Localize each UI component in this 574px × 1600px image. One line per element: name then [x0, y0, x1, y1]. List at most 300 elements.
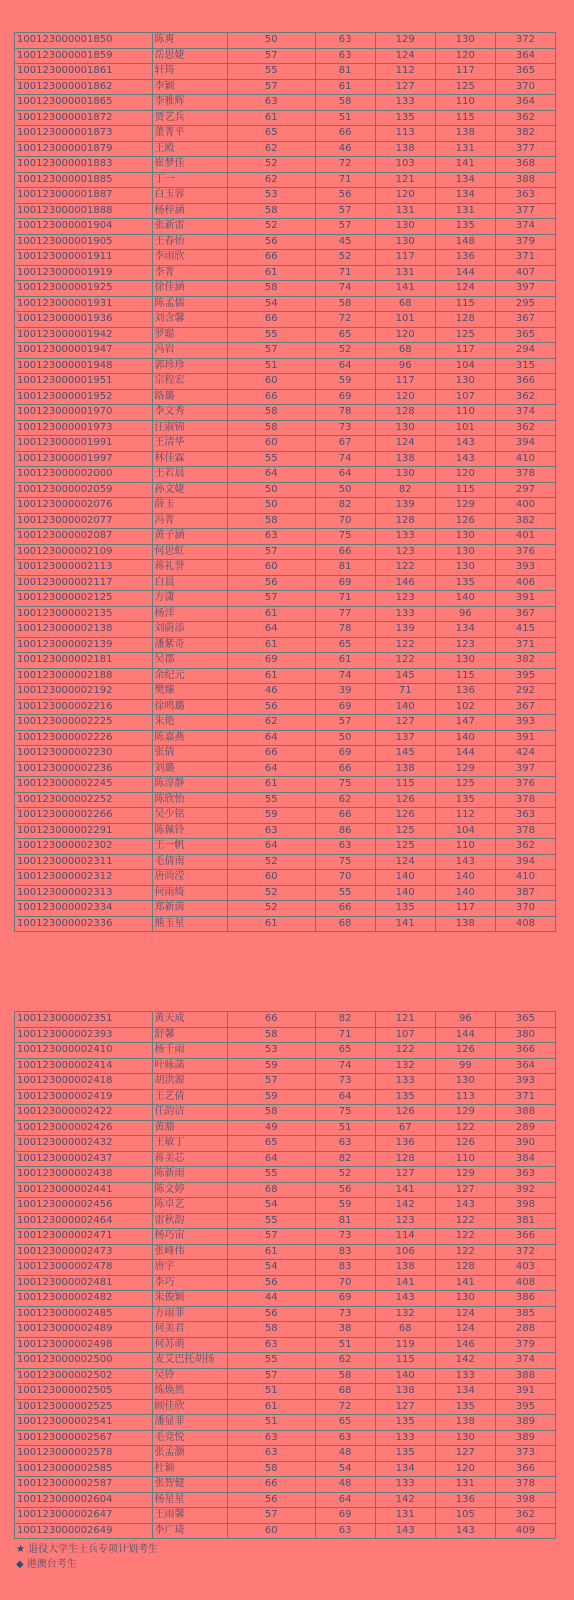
score-subject-1: 135 [375, 901, 435, 917]
score-politics: 55 [227, 1167, 315, 1183]
score-subject-2: 141 [435, 1275, 495, 1291]
table-row [15, 281, 556, 297]
score-total: 408 [495, 916, 555, 932]
score-subject-2: 134 [435, 172, 495, 188]
score-total: 288 [495, 1322, 555, 1338]
candidate-name: 刘含馨 [152, 312, 227, 328]
table-row [15, 1508, 556, 1524]
score-subject-1: 130 [375, 467, 435, 483]
candidate-id: 100123000002500 [15, 1353, 153, 1369]
score-subject-2: 133 [435, 1368, 495, 1384]
score-subject-2: 120 [435, 1461, 495, 1477]
candidate-name: 叶咏菡 [152, 1058, 227, 1074]
score-foreign-language: 70 [315, 1275, 375, 1291]
candidate-name: 陈嘉燕 [152, 730, 227, 746]
score-subject-1: 135 [375, 1446, 435, 1462]
score-foreign-language: 58 [315, 95, 375, 111]
table-row [15, 1446, 556, 1462]
score-subject-2: 147 [435, 715, 495, 731]
score-politics: 66 [227, 1012, 315, 1028]
score-politics: 63 [227, 1446, 315, 1462]
score-politics: 46 [227, 684, 315, 700]
score-politics: 58 [227, 513, 315, 529]
score-foreign-language: 63 [315, 1430, 375, 1446]
candidate-id: 100123000002230 [15, 746, 153, 762]
candidate-id: 100123000002587 [15, 1477, 153, 1493]
score-total: 382 [495, 126, 555, 142]
score-total: 393 [495, 715, 555, 731]
candidate-id: 100123000001951 [15, 374, 153, 390]
score-subject-1: 124 [375, 854, 435, 870]
candidate-id: 100123000001911 [15, 250, 153, 266]
score-foreign-language: 71 [315, 591, 375, 607]
score-total: 380 [495, 1027, 555, 1043]
score-foreign-language: 57 [315, 219, 375, 235]
candidate-name: 徐佳涵 [152, 281, 227, 297]
score-subject-1: 145 [375, 668, 435, 684]
candidate-id: 100123000001919 [15, 265, 153, 281]
score-total: 366 [495, 1043, 555, 1059]
table-row [15, 1120, 556, 1136]
score-subject-2: 140 [435, 885, 495, 901]
score-total: 374 [495, 219, 555, 235]
score-subject-1: 113 [375, 126, 435, 142]
score-foreign-language: 81 [315, 1213, 375, 1229]
candidate-name: 李颖 [152, 79, 227, 95]
candidate-id: 100123000002410 [15, 1043, 153, 1059]
score-subject-1: 136 [375, 1136, 435, 1152]
candidate-name: 罗聪 [152, 327, 227, 343]
score-subject-2: 117 [435, 64, 495, 80]
candidate-name: 雷秋韵 [152, 1213, 227, 1229]
score-politics: 51 [227, 1384, 315, 1400]
score-total: 370 [495, 79, 555, 95]
score-subject-1: 138 [375, 1260, 435, 1276]
table-row [15, 1213, 556, 1229]
score-subject-1: 140 [375, 870, 435, 886]
score-foreign-language: 62 [315, 792, 375, 808]
table-row [15, 606, 556, 622]
table-row [15, 482, 556, 498]
score-subject-2: 112 [435, 808, 495, 824]
candidate-name: 王一帆 [152, 839, 227, 855]
score-total: 297 [495, 482, 555, 498]
score-foreign-language: 69 [315, 746, 375, 762]
score-subject-1: 119 [375, 1337, 435, 1353]
table-row [15, 808, 556, 824]
table-row [15, 575, 556, 591]
score-foreign-language: 73 [315, 1306, 375, 1322]
score-subject-1: 135 [375, 1089, 435, 1105]
score-total: 389 [495, 1430, 555, 1446]
score-politics: 58 [227, 281, 315, 297]
score-foreign-language: 54 [315, 1461, 375, 1477]
score-politics: 56 [227, 575, 315, 591]
score-foreign-language: 56 [315, 1182, 375, 1198]
score-subject-2: 130 [435, 560, 495, 576]
score-subject-2: 122 [435, 1120, 495, 1136]
score-total: 381 [495, 1213, 555, 1229]
score-subject-1: 133 [375, 1477, 435, 1493]
candidate-id: 100123000002312 [15, 870, 153, 886]
score-subject-1: 115 [375, 777, 435, 793]
score-politics: 69 [227, 653, 315, 669]
score-foreign-language: 59 [315, 374, 375, 390]
score-subject-1: 123 [375, 591, 435, 607]
candidate-id: 100123000002432 [15, 1136, 153, 1152]
score-total: 371 [495, 250, 555, 266]
candidate-name: 黄天成 [152, 1012, 227, 1028]
score-politics: 58 [227, 420, 315, 436]
score-subject-1: 132 [375, 1306, 435, 1322]
score-foreign-language: 78 [315, 622, 375, 638]
score-subject-2: 96 [435, 1012, 495, 1028]
footnote-hmt [16, 1557, 158, 1572]
score-subject-1: 122 [375, 637, 435, 653]
table-row [15, 219, 556, 235]
table-row [15, 420, 556, 436]
score-politics: 60 [227, 374, 315, 390]
score-total: 362 [495, 420, 555, 436]
score-subject-2: 117 [435, 901, 495, 917]
score-total: 292 [495, 684, 555, 700]
score-total: 384 [495, 1151, 555, 1167]
candidate-name: 张倩 [152, 746, 227, 762]
score-foreign-language: 52 [315, 250, 375, 266]
candidate-name: 汪淑锦 [152, 420, 227, 436]
table-row [15, 1058, 556, 1074]
candidate-name: 杨星星 [152, 1492, 227, 1508]
score-foreign-language: 72 [315, 312, 375, 328]
score-subject-2: 104 [435, 358, 495, 374]
score-subject-1: 141 [375, 1275, 435, 1291]
candidate-id: 100123000002567 [15, 1430, 153, 1446]
score-subject-1: 126 [375, 792, 435, 808]
candidate-name: 潘紫奇 [152, 637, 227, 653]
score-foreign-language: 62 [315, 1353, 375, 1369]
score-subject-2: 129 [435, 761, 495, 777]
candidate-name: 练焕然 [152, 1384, 227, 1400]
score-subject-2: 143 [435, 436, 495, 452]
candidate-id: 100123000001887 [15, 188, 153, 204]
score-politics: 65 [227, 1136, 315, 1152]
candidate-name: 徐鸣璐 [152, 699, 227, 715]
score-foreign-language: 71 [315, 172, 375, 188]
score-subject-2: 130 [435, 544, 495, 560]
table-row [15, 1043, 556, 1059]
score-table-page-1 [14, 32, 556, 932]
score-politics: 58 [227, 1105, 315, 1121]
score-total: 394 [495, 854, 555, 870]
score-total: 376 [495, 544, 555, 560]
star-icon: ★ [16, 1544, 25, 1555]
score-politics: 58 [227, 1027, 315, 1043]
score-politics: 64 [227, 467, 315, 483]
score-subject-2: 125 [435, 79, 495, 95]
score-subject-2: 127 [435, 1182, 495, 1198]
candidate-name: 陈淳静 [152, 777, 227, 793]
score-total: 391 [495, 591, 555, 607]
score-subject-2: 134 [435, 622, 495, 638]
table-row [15, 33, 556, 49]
footnote-veteran-text: 退役大学生士兵专项计划考生 [27, 1544, 158, 1555]
score-politics: 56 [227, 234, 315, 250]
table-row [15, 1322, 556, 1338]
diamond-icon: ◆ [16, 1559, 24, 1570]
score-subject-1: 140 [375, 699, 435, 715]
score-subject-2: 123 [435, 637, 495, 653]
score-politics: 56 [227, 1275, 315, 1291]
score-subject-1: 142 [375, 1198, 435, 1214]
score-politics: 62 [227, 172, 315, 188]
score-subject-1: 117 [375, 250, 435, 266]
score-subject-2: 130 [435, 1291, 495, 1307]
score-subject-2: 124 [435, 281, 495, 297]
score-subject-1: 139 [375, 498, 435, 514]
score-politics: 60 [227, 560, 315, 576]
table-row [15, 668, 556, 684]
score-subject-2: 131 [435, 1477, 495, 1493]
score-politics: 59 [227, 808, 315, 824]
table-row [15, 265, 556, 281]
candidate-name: 陈文婷 [152, 1182, 227, 1198]
candidate-name: 陈欣怡 [152, 792, 227, 808]
candidate-name: 刘蔚添 [152, 622, 227, 638]
table-row [15, 126, 556, 142]
candidate-id: 100123000002192 [15, 684, 153, 700]
candidate-id: 100123000002418 [15, 1074, 153, 1090]
score-subject-1: 133 [375, 606, 435, 622]
score-politics: 57 [227, 79, 315, 95]
candidate-name: 冯岩 [152, 343, 227, 359]
table-row [15, 916, 556, 932]
score-foreign-language: 58 [315, 296, 375, 312]
candidate-id: 100123000002489 [15, 1322, 153, 1338]
table-row [15, 157, 556, 173]
candidate-id: 100123000002311 [15, 854, 153, 870]
score-foreign-language: 63 [315, 1136, 375, 1152]
candidate-id: 100123000002302 [15, 839, 153, 855]
score-subject-1: 133 [375, 1074, 435, 1090]
score-subject-1: 126 [375, 808, 435, 824]
score-subject-2: 120 [435, 467, 495, 483]
candidate-name: 宗程宏 [152, 374, 227, 390]
score-foreign-language: 57 [315, 203, 375, 219]
score-foreign-language: 64 [315, 358, 375, 374]
candidate-id: 100123000002498 [15, 1337, 153, 1353]
candidate-name: 杜颖 [152, 1461, 227, 1477]
candidate-id: 100123000001991 [15, 436, 153, 452]
score-foreign-language: 69 [315, 575, 375, 591]
table-row [15, 1012, 556, 1028]
score-subject-1: 107 [375, 1027, 435, 1043]
candidate-name: 余纪元 [152, 668, 227, 684]
score-subject-1: 140 [375, 1368, 435, 1384]
candidate-name: 张智健 [152, 1477, 227, 1493]
score-subject-2: 122 [435, 1213, 495, 1229]
score-total: 363 [495, 188, 555, 204]
score-subject-2: 135 [435, 1399, 495, 1415]
table-row [15, 1492, 556, 1508]
score-subject-1: 129 [375, 33, 435, 49]
candidate-name: 吴铃 [152, 1368, 227, 1384]
candidate-name: 唐宇 [152, 1260, 227, 1276]
table-row [15, 513, 556, 529]
candidate-name: 孙文婕 [152, 482, 227, 498]
table-row [15, 250, 556, 266]
table-row [15, 389, 556, 405]
score-subject-2: 141 [435, 157, 495, 173]
score-subject-1: 143 [375, 1291, 435, 1307]
table-row [15, 792, 556, 808]
score-total: 378 [495, 792, 555, 808]
score-politics: 63 [227, 1430, 315, 1446]
score-total: 378 [495, 1477, 555, 1493]
score-total: 372 [495, 33, 555, 49]
table-row [15, 498, 556, 514]
score-foreign-language: 72 [315, 1399, 375, 1415]
score-subject-2: 136 [435, 684, 495, 700]
score-total: 406 [495, 575, 555, 591]
score-subject-1: 122 [375, 560, 435, 576]
score-total: 362 [495, 110, 555, 126]
score-subject-1: 142 [375, 1492, 435, 1508]
table-row [15, 653, 556, 669]
table-row [15, 901, 556, 917]
table-row [15, 1260, 556, 1276]
score-foreign-language: 65 [315, 327, 375, 343]
score-foreign-language: 55 [315, 885, 375, 901]
score-total: 364 [495, 1058, 555, 1074]
score-foreign-language: 61 [315, 653, 375, 669]
candidate-name: 方潇 [152, 591, 227, 607]
score-subject-1: 124 [375, 48, 435, 64]
score-subject-1: 132 [375, 1058, 435, 1074]
score-subject-2: 130 [435, 1430, 495, 1446]
table-row [15, 1074, 556, 1090]
candidate-id: 100123000002125 [15, 591, 153, 607]
candidate-id: 100123000001862 [15, 79, 153, 95]
candidate-name: 李巧 [152, 1275, 227, 1291]
table-row [15, 839, 556, 855]
score-subject-1: 120 [375, 188, 435, 204]
score-politics: 60 [227, 436, 315, 452]
candidate-id: 100123000002087 [15, 529, 153, 545]
candidate-id: 100123000002109 [15, 544, 153, 560]
score-subject-1: 135 [375, 1415, 435, 1431]
score-total: 378 [495, 823, 555, 839]
table-row [15, 1384, 556, 1400]
score-politics: 64 [227, 1151, 315, 1167]
table-row [15, 234, 556, 250]
table-row [15, 1229, 556, 1245]
score-subject-2: 130 [435, 374, 495, 390]
score-subject-2: 104 [435, 823, 495, 839]
score-foreign-language: 48 [315, 1446, 375, 1462]
score-politics: 58 [227, 1461, 315, 1477]
candidate-id: 100123000002291 [15, 823, 153, 839]
candidate-id: 100123000001888 [15, 203, 153, 219]
score-politics: 61 [227, 916, 315, 932]
candidate-name: 任韵洁 [152, 1105, 227, 1121]
footnote-hmt-text: 港澳台考生 [26, 1559, 77, 1570]
score-foreign-language: 66 [315, 901, 375, 917]
score-foreign-language: 83 [315, 1244, 375, 1260]
score-subject-1: 127 [375, 1399, 435, 1415]
score-total: 363 [495, 1167, 555, 1183]
table-row [15, 684, 556, 700]
candidate-id: 100123000002525 [15, 1399, 153, 1415]
candidate-id: 100123000002181 [15, 653, 153, 669]
score-total: 410 [495, 870, 555, 886]
candidate-name: 毛倩南 [152, 854, 227, 870]
candidate-name: 白晨 [152, 575, 227, 591]
candidate-name: 杨千雨 [152, 1043, 227, 1059]
score-politics: 55 [227, 64, 315, 80]
score-subject-2: 146 [435, 1337, 495, 1353]
score-subject-1: 137 [375, 730, 435, 746]
score-foreign-language: 63 [315, 33, 375, 49]
candidate-name: 舒馨 [152, 1027, 227, 1043]
score-subject-1: 131 [375, 1508, 435, 1524]
score-foreign-language: 74 [315, 281, 375, 297]
score-foreign-language: 63 [315, 1523, 375, 1539]
table-row [15, 436, 556, 452]
candidate-name: 王艺倩 [152, 1089, 227, 1105]
score-total: 403 [495, 1260, 555, 1276]
candidate-name: 王敏丁 [152, 1136, 227, 1152]
score-total: 393 [495, 560, 555, 576]
table-row [15, 405, 556, 421]
score-total: 394 [495, 436, 555, 452]
score-subject-2: 131 [435, 141, 495, 157]
candidate-id: 100123000002393 [15, 1027, 153, 1043]
candidate-id: 100123000002077 [15, 513, 153, 529]
score-politics: 62 [227, 715, 315, 731]
score-total: 366 [495, 374, 555, 390]
score-foreign-language: 51 [315, 1120, 375, 1136]
table-row [15, 1027, 556, 1043]
score-subject-2: 130 [435, 1074, 495, 1090]
score-politics: 61 [227, 637, 315, 653]
score-subject-1: 138 [375, 141, 435, 157]
candidate-name: 杨巧宙 [152, 1229, 227, 1245]
score-total: 368 [495, 157, 555, 173]
candidate-name: 张孟灏 [152, 1446, 227, 1462]
candidate-name: 方雨菲 [152, 1306, 227, 1322]
candidate-id: 100123000002437 [15, 1151, 153, 1167]
candidate-name: 杨梓涵 [152, 203, 227, 219]
score-politics: 63 [227, 823, 315, 839]
candidate-name: 郭珍珍 [152, 358, 227, 374]
score-foreign-language: 67 [315, 436, 375, 452]
score-subject-1: 127 [375, 1167, 435, 1183]
score-total: 388 [495, 1368, 555, 1384]
candidate-name: 朱俊颖 [152, 1291, 227, 1307]
score-foreign-language: 39 [315, 684, 375, 700]
score-foreign-language: 83 [315, 1260, 375, 1276]
score-foreign-language: 57 [315, 715, 375, 731]
score-subject-1: 141 [375, 1182, 435, 1198]
candidate-id: 100123000001885 [15, 172, 153, 188]
score-subject-2: 110 [435, 405, 495, 421]
score-foreign-language: 75 [315, 529, 375, 545]
score-subject-1: 106 [375, 1244, 435, 1260]
table-row [15, 327, 556, 343]
candidate-name: 王春怡 [152, 234, 227, 250]
score-subject-1: 125 [375, 823, 435, 839]
score-subject-1: 71 [375, 684, 435, 700]
